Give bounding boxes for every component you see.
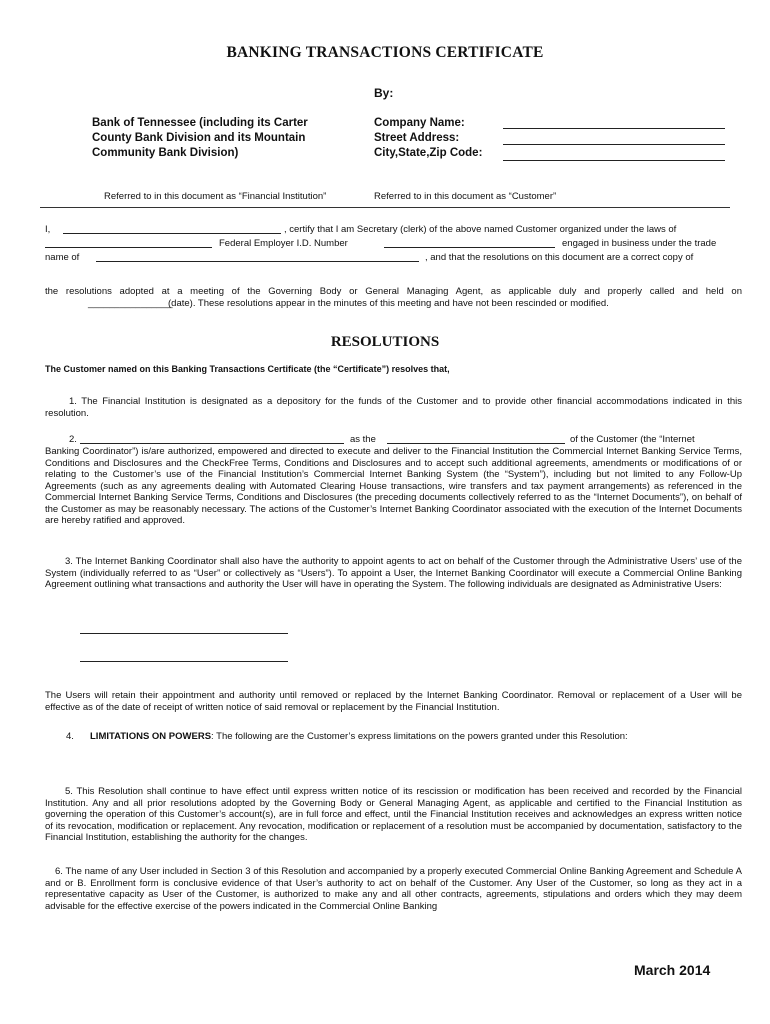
divider (40, 207, 730, 208)
city-state-zip-field[interactable] (503, 160, 725, 161)
resolution-2-number: 2. (69, 434, 77, 445)
resolution-3: 3. The Internet Banking Coordinator shall also have the authority to appoint agents to act on behalf of the Customer through the Administrative Users’ use of the System (individually referred to as “User” or collectively as “Users”). To appoint a User, the Internet Banking Coordinator will execute a Commercial Online Banking Agreement outlining what transactions and authority the User will have in operating the System. The following individuals are designated as Administrative Users: (45, 556, 742, 590)
users-retain-text: The Users will retain their appointment and authority until removed or replaced by the Internet Banking Coordinator. Removal or replacement of a User will be effective as of the date of receipt of written notice of said removal or replacement by the Financial Institution. (45, 690, 742, 713)
resolution-1: 1. The Financial Institution is designated as a depository for the funds of the Customer and to provide other financial accommodations indicated in this resolution. (45, 396, 742, 419)
limitations-text: : The following are the Customer’s express limitations on the powers granted under this Resolution: (211, 731, 628, 742)
limitations-heading: LIMITATIONS ON POWERS (90, 731, 212, 742)
as-the-text: as the (350, 434, 376, 445)
bank-name: Bank of Tennessee (including its Carter County Bank Division and its Mountain Community Bank Division) (92, 117, 308, 159)
name-of-label: name of (45, 252, 80, 263)
resolution-6: 6. The name of any User included in Section 3 of this Resolution and accompanied by a properly executed Commercial Online Banking Agreement and Schedule A and or B. Enrollment form is conclusive evidence of that User’s authority to act on behalf of the Customer. Any User of the Customer, so long as they act in a representative capacity as User of the Customer, is authorized to make any and all other contracts, agreements, stipulations and orders which they may deem advisable for the effective exercise of the powers indicated in the Commercial Online Banking (45, 866, 742, 912)
resolutions-copy-text: , and that the resolutions on this document are a correct copy of (425, 252, 694, 263)
resolution-5: 5. This Resolution shall continue to have effect until express written notice of its rescission or modification has been received and recorded by the Financial Institution. Any and all prior resolutions adopted by the Governing Body or General Managing Agent, as applicable and certified to the Financial Institution as governing the operation of this Customer’s account(s), are in full force and effect, until the Financial Institution receives and acknowledges an express written notice of its revocation, modification or replacement. Any revocation, modification or replacement of a resolution must be accompanied by documentation, satisfactory to the Financial Institution, establishing the authority for the changes. (45, 786, 742, 843)
adopted-text: the resolutions adopted at a meeting of the Governing Body or General Managing Agent, as applicable duly and properly called and held on (45, 286, 742, 297)
resolution-2-body: Banking Coordinator”) is/are authorized, empowered and directed to execute and deliver to the Financial Institution the Commercial Internet Banking Service Terms, Conditions and Disclosures and the CheckFree Terms, Conditions and Disclosures and to accept such additional agreements, amendments or modifications of or relating to the Customer’s use of the Financial Institution’s Commercial Internet Banking System (the “System”), including but not limited to any Follow-Up Agreements (such as any agreements dealing with Automated Clearing House transactions, wire transfers and tax payment arrangements) as referenced in the Commercial Internet Banking Service Terms, Conditions and Disclosures (the preceding documents collectively referred to as the “Internet Documents”), on behalf of the Customer as may be reasonably necessary. The actions of the Customer’s Internet Banking Coordinator associated with the execution of the Internet Documents are hereby ratified and approved. (45, 446, 742, 526)
document-date: March 2014 (634, 962, 711, 978)
customer-reference: Referred to in this document as “Customer” (374, 191, 557, 202)
fein-label: Federal Employer I.D. Number (219, 238, 348, 249)
fein-field[interactable] (384, 247, 555, 248)
engaged-text: engaged in business under the trade (562, 238, 717, 249)
secretary-name-field[interactable] (63, 233, 281, 234)
bank-reference: Referred to in this document as “Financial Institution” (104, 191, 327, 202)
coordinator-title-field[interactable] (387, 443, 565, 444)
admin-user-field-2[interactable] (80, 661, 288, 662)
document-title: BANKING TRANSACTIONS CERTIFICATE (226, 44, 544, 61)
admin-user-field-1[interactable] (80, 633, 288, 634)
street-address-label: Street Address: (374, 132, 460, 144)
by-label: By: (374, 86, 394, 100)
resolution-4-number: 4. (66, 731, 74, 742)
coordinator-name-field[interactable] (80, 443, 344, 444)
state-law-field[interactable] (45, 247, 212, 248)
meeting-date-field[interactable]: ________________ (88, 298, 173, 309)
trade-name-field[interactable] (96, 261, 419, 262)
company-name-label: Company Name: (374, 117, 465, 129)
resolutions-intro: The Customer named on this Banking Transactions Certificate (the “Certificate”) resolves that, (45, 364, 450, 374)
of-customer-text: of the Customer (the “Internet (570, 434, 695, 445)
city-state-zip-label: City,State,Zip Code: (374, 147, 483, 159)
resolutions-heading: RESOLUTIONS (330, 334, 440, 350)
street-address-field[interactable] (503, 144, 725, 145)
company-name-field[interactable] (503, 128, 725, 129)
resolution-4 (90, 731, 628, 743)
date-text: (date). These resolutions appear in the minutes of this meeting and have not been rescinded or modified. (168, 298, 609, 309)
certify-text: , certify that I am Secretary (clerk) of the above named Customer organized under the laws of (284, 224, 677, 235)
i-label: I, (45, 224, 51, 235)
